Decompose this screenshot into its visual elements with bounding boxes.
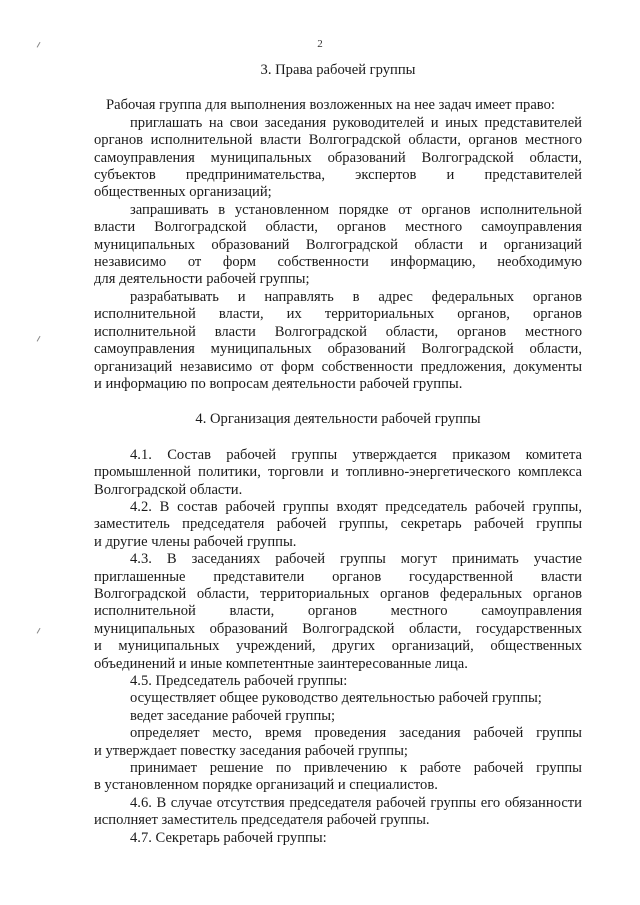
paragraph-4-7: 4.7. Секретарь рабочей группы: — [130, 829, 327, 846]
paragraph-4-6 — [94, 795, 582, 830]
text-line: и другие члены рабочей группы. — [94, 533, 297, 550]
text-line: определяет место, время проведения заседания рабочей группы — [130, 725, 582, 742]
section-4-heading: 4. Организация деятельности рабочей группы — [195, 411, 481, 428]
text-line: и утверждает повестку заседания рабочей группы; — [94, 742, 408, 759]
text-line: приглашать на свои заседания руководителей и иных представителей — [130, 114, 582, 131]
text-line: в установленном порядке организаций и специалистов. — [94, 777, 438, 794]
text-line: промышленной политики, торговли и топливно-энергетического комплекса — [94, 464, 582, 481]
chair-duty-meeting: ведет заседание рабочей группы; — [130, 707, 336, 724]
text-line: Волгоградской области, территориальных органов федеральных органов — [94, 585, 582, 602]
right-request-paragraph — [94, 202, 582, 289]
text-line: независимо от форм собственности информацию, необходимую — [94, 254, 582, 271]
text-line: 4.2. В состав рабочей группы входят председатель рабочей группы, — [130, 498, 582, 515]
text-line: приглашенные представители органов государственной власти — [94, 568, 582, 585]
section-3-intro: Рабочая группа для выполнения возложенных на нее задач имеет право: — [106, 97, 555, 114]
text-line: муниципальных образований Волгоградской области и организаций — [94, 236, 582, 253]
right-develop-paragraph — [94, 289, 582, 393]
text-line: Волгоградской области. — [94, 481, 243, 498]
right-invite-paragraph — [94, 115, 582, 202]
chair-duty-involve — [94, 760, 582, 795]
chair-duty-general: осуществляет общее руководство деятельностью рабочей группы; — [130, 690, 542, 707]
text-line: самоуправления муниципальных образований Волгоградской области, — [94, 149, 582, 166]
text-line: разрабатывать и направлять в адрес федеральных органов — [130, 288, 582, 305]
text-line: объединений и иные компетентные заинтересованные лица. — [94, 655, 468, 672]
text-line: запрашивать в установленном порядке от органов исполнительной — [130, 201, 582, 218]
paragraph-4-1 — [94, 447, 582, 499]
text-line: исполнительной власти, органов местного самоуправления — [94, 603, 582, 620]
paragraph-4-3 — [94, 551, 582, 673]
text-line: субъектов предпринимательства, экспертов и представителей — [94, 167, 582, 184]
text-line: органов исполнительной власти Волгоградской области, органов местного — [94, 132, 582, 149]
text-line: власти Волгоградской области, органов местного самоуправления — [94, 219, 582, 236]
text-line: и муниципальных учреждений, других организаций, общественных — [94, 638, 582, 655]
chair-duty-agenda — [94, 725, 582, 760]
text-line: 4.3. В заседаниях рабочей группы могут принимать участие — [130, 551, 582, 568]
text-line: 4.6. В случае отсутствия председателя рабочей группы его обязанности — [130, 794, 582, 811]
text-line: и информацию по вопросам деятельности рабочей группы. — [94, 375, 463, 392]
text-line: муниципальных образований Волгоградской области, государственных — [94, 620, 582, 637]
text-line: исполнительной власти, их территориальных органов, органов — [94, 306, 582, 323]
text-line: исполнительной власти Волгоградской области, органов местного — [94, 323, 582, 340]
text-line: организаций независимо от форм собственности предложения, документы — [94, 358, 582, 375]
page-number: 2 — [317, 38, 323, 50]
text-line: исполняет заместитель председателя рабочей группы. — [94, 812, 430, 829]
margin-mark — [37, 336, 42, 342]
document-body — [94, 60, 582, 847]
margin-mark — [37, 628, 42, 634]
text-line: для деятельности рабочей группы; — [94, 271, 310, 288]
paragraph-4-2 — [94, 499, 582, 551]
text-line: принимает решение по привлечению к работе рабочей группы — [130, 760, 582, 777]
text-line: самоуправления муниципальных образований Волгоградской области, — [94, 341, 582, 358]
section-3-heading: 3. Права рабочей группы — [260, 62, 416, 78]
paragraph-4-5: 4.5. Председатель рабочей группы: — [130, 673, 348, 689]
text-line: заместитель председателя рабочей группы, секретарь рабочей группы — [94, 516, 582, 533]
text-line: 4.1. Состав рабочей группы утверждается приказом комитета — [130, 446, 582, 463]
text-line: общественных организаций; — [94, 184, 272, 201]
